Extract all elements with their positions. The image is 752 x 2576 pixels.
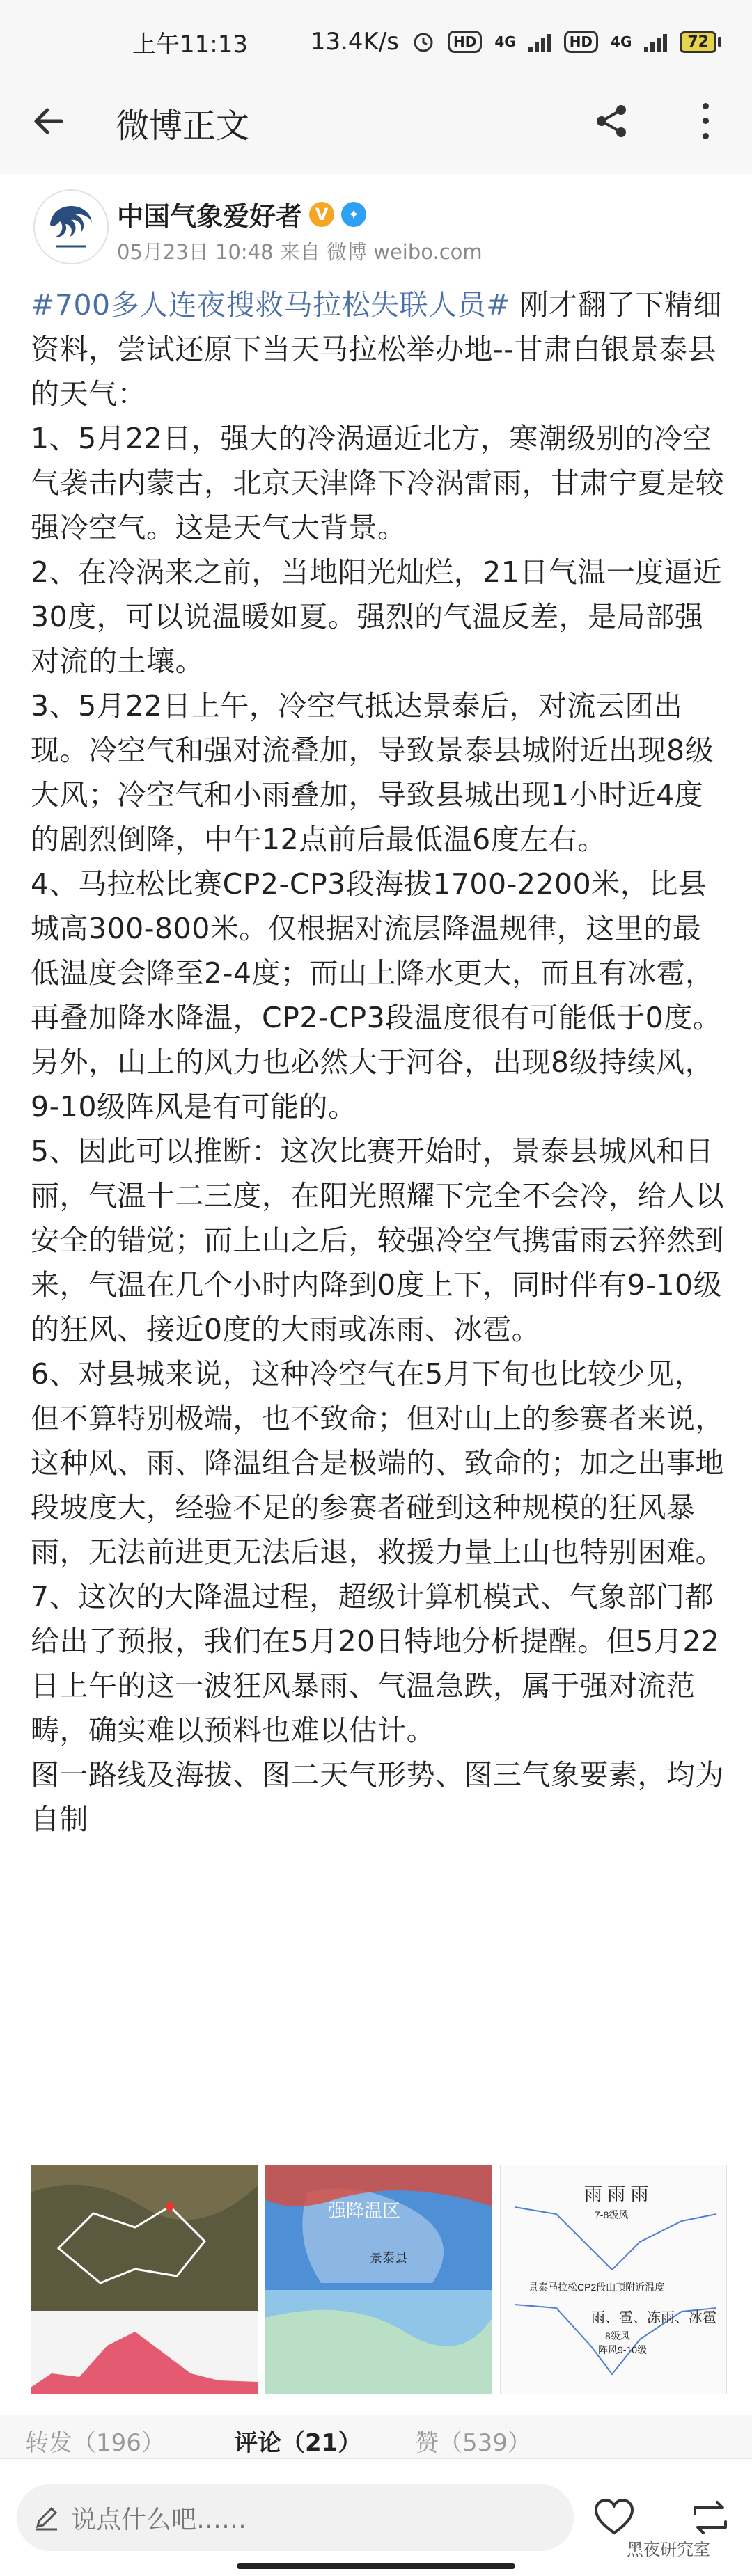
meteorological-elements-image[interactable]: [500, 2165, 727, 2394]
chart-bottom-sub: 8级风: [605, 2330, 630, 2341]
hd-badge-2: HD: [564, 31, 598, 53]
pencil-icon: [32, 2503, 61, 2532]
signal-icon-1: [528, 31, 551, 52]
tab-repost[interactable]: 转发（196）: [25, 2429, 165, 2457]
share-icon[interactable]: [592, 102, 631, 141]
route-map-image[interactable]: [31, 2165, 258, 2394]
comment-placeholder: 说点什么吧……: [71, 2505, 247, 2534]
weather-label: 强降温区: [328, 2200, 401, 2221]
alarm-icon: [412, 30, 435, 54]
bottom-bar: [0, 2458, 752, 2576]
chart-bottom-sub2: 阵风9-10级: [598, 2344, 648, 2355]
repost-icon[interactable]: [689, 2497, 731, 2538]
intro-text: 刚才翻了下精细资料，尝试还原下当天马拉松举办地--甘肃白银景泰县的天气：: [31, 288, 723, 411]
paragraph-1: 1、5月22日，强大的冷涡逼近北方，寒潮级别的冷空气袭击内蒙古，北京天津降下冷涡雷雨，甘肃宁夏是较强冷空气。这是天气大背景。: [31, 422, 724, 544]
avatar-logo-icon: [35, 191, 107, 263]
battery-level: 72: [680, 31, 716, 53]
like-heart-icon[interactable]: [593, 2497, 635, 2538]
paragraph-5: 5、因此可以推断：这次比赛开始时，景泰县城风和日丽，气温十二三度，在阳光照耀下完全不会冷，给人以安全的错觉；而上山之后，较强冷空气携雷雨云猝然到来，气温在几个小时内降到0度上下，同时伴有9-10级的狂风、接近0度的大雨或冻雨、冰雹。: [31, 1135, 724, 1346]
net-label-2: 4G: [611, 33, 632, 50]
weather-pattern-image[interactable]: [265, 2165, 492, 2394]
paragraph-2: 2、在冷涡来之前，当地阳光灿烂，21日气温一度逼近30度，可以说温暖如夏。强烈的气温反差，是局部强对流的土壤。: [31, 555, 722, 678]
page-title: 微博正文: [116, 106, 250, 145]
status-time: 上午11:13: [132, 30, 248, 58]
more-options-icon[interactable]: [695, 99, 716, 143]
network-speed: 13.4K/s: [310, 28, 399, 56]
chart-title: 景泰马拉松CP2段山顶附近温度: [528, 2282, 665, 2293]
city-label: 景泰县: [370, 2251, 407, 2265]
chart-top-label: 雨 雨 雨: [584, 2183, 649, 2204]
back-arrow-icon[interactable]: [29, 102, 68, 141]
tab-like[interactable]: 赞（539）: [415, 2429, 531, 2457]
battery-icon: [680, 31, 721, 53]
verified-badge-icon: V: [309, 202, 334, 227]
status-indicators: [311, 28, 721, 56]
interaction-tabs: [25, 2424, 728, 2458]
watermark-text: 黑夜研究室: [627, 2540, 710, 2559]
post-intro: [31, 283, 727, 416]
hd-badge-1: HD: [448, 31, 482, 53]
status-bar: [0, 0, 752, 84]
image-grid: [31, 2165, 727, 2394]
home-indicator[interactable]: [237, 2563, 515, 2569]
avatar[interactable]: [33, 189, 109, 264]
author-row: [117, 195, 366, 233]
net-label-1: 4G: [494, 33, 516, 50]
paragraph-4: 4、马拉松比赛CP2-CP3段海拔1700-2200米，比县城高300-800米。仅根据对流层降温规律，这里的最低温度会降至2-4度；而山上降水更大，而且有冰雹，再叠加降水降温，CP2-CP3段温度很有可能低于0度。另外，山上的风力也必然大于河谷，出现8级持续风，9-10级阵风是有可能的。: [31, 867, 722, 1123]
paragraph-3: 3、5月22日上午，冷空气抵达景泰后，对流云团出现。冷空气和强对流叠加，导致景泰县城附近出现8级大风；冷空气和小雨叠加，导致县城出现1小时近4度的剧烈倒降，中午12点前后最低温6度左右。: [31, 689, 714, 856]
app-bar: [0, 84, 752, 156]
post-meta: 05月23日 10:48 来自 微博 weibo.com: [117, 240, 483, 264]
author-name[interactable]: 中国气象爱好者: [117, 201, 303, 232]
chart-top-sub: 7-8级风: [595, 2209, 629, 2220]
hashtag-link[interactable]: #700多人连夜搜救马拉松失联人员#: [31, 288, 510, 322]
signal-icon-2: [644, 31, 667, 52]
comment-input[interactable]: [17, 2484, 574, 2551]
chart-bottom-label: 雨、雹、冻雨、冰雹: [591, 2310, 716, 2325]
member-badge-icon: ✦: [341, 202, 366, 227]
post-body: [31, 283, 727, 1842]
paragraph-7: 7、这次的大降温过程，超级计算机模式、气象部门都给出了预报，我们在5月20日特地分析提醒。但5月22日上午的这一波狂风暴雨、气温急跌，属于强对流范畴，确实难以预料也难以估计。: [31, 1580, 720, 1747]
tab-comment[interactable]: 评论（21）: [234, 2429, 362, 2457]
paragraph-6: 6、对县城来说，这种冷空气在5月下旬也比较少见，但不算特别极端，也不致命；但对山上的参赛者来说，这种风、雨、降温组合是极端的、致命的；加之出事地段坡度大，经验不足的参赛者碰到这种规模的狂风暴雨，无法前进更无法后退，救援力量上山也特别困难。: [31, 1357, 724, 1569]
paragraph-caption: 图一路线及海拔、图二天气形势、图三气象要素，均为自制: [31, 1758, 724, 1836]
